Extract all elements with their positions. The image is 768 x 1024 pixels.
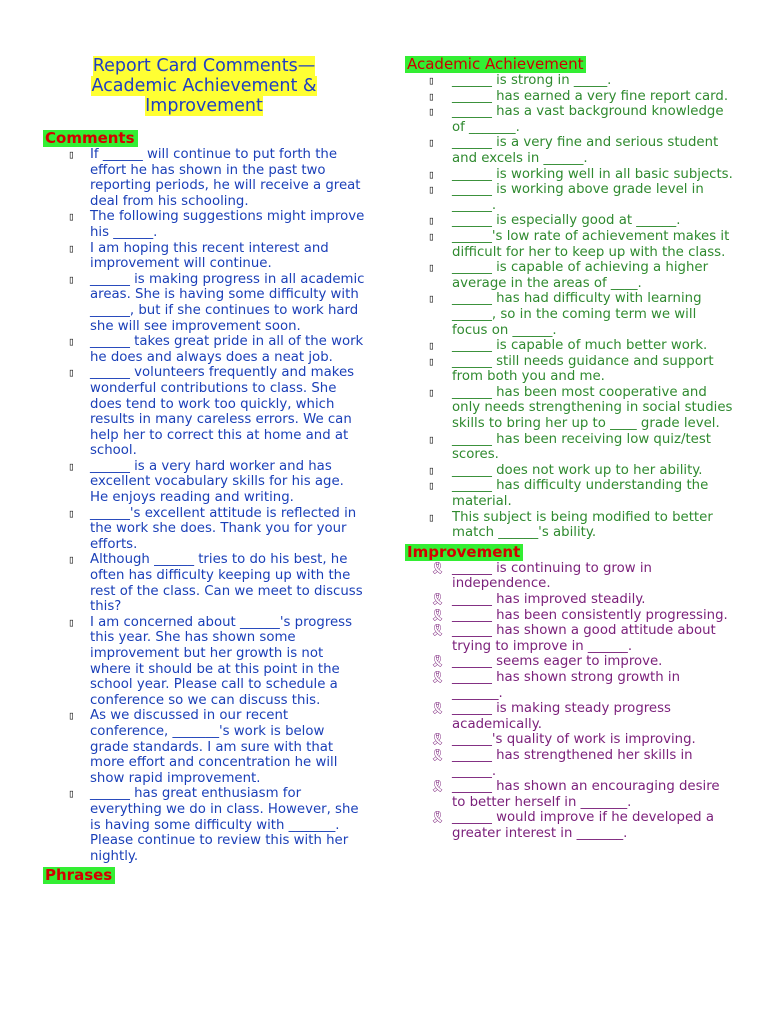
bullet-icon: ▯ [68,148,75,161]
comment-item-text: ______ volunteers frequently and makes wonderful contributions to class. She does tend to work too quickly, which results in many careless errors. We can help her to correct this at home and at school. [90,365,355,459]
academic-item-text: ______ is capable of much better work. [452,338,708,354]
bullet-icon: ▯ [68,506,75,520]
bullet-icon: 🎗 [430,747,446,762]
academic-item [405,260,735,291]
bullet-icon: ▯ [428,261,435,275]
academic-item-text: ______'s low rate of achievement makes it difficult for her to keep up with the class. [452,228,730,260]
improvement-item [405,654,735,670]
academic-item [405,432,735,463]
bullet-icon: ▯ [428,89,435,103]
bullet-icon: ▯ [68,366,75,380]
comment-item-text: ______ has great enthusiasm for everything we do in class. However, she is having some difficulty with _______. Please continue to review this with her nightly. [90,786,359,864]
bullet-icon: ▯ [428,136,435,150]
improvement-list [405,561,735,842]
academic-item [405,463,735,479]
bullet-icon: 🎗 [430,701,446,716]
academic-item-text: ______ is working above grade level in ______. [452,182,704,213]
comments-list [43,147,365,864]
improvement-item [405,748,735,779]
academic-item [405,135,735,166]
academic-item [405,385,735,432]
academic-item [405,478,735,509]
bullet-icon: 🎗 [430,732,446,747]
academic-item [405,104,735,135]
comment-item-text: ______ is making progress in all academic areas. She is having some difficulty with ______, but if she continues to work hard she will see improvement soon. [90,271,365,334]
academic-item-text: This subject is being modified to better match ______'s ability. [452,509,713,541]
academic-item-text: ______ still needs guidance and support from both you and me. [452,353,714,385]
bullet-icon: ▯ [428,339,435,353]
improvement-item-text: ______ is making steady progress academically. [452,701,671,732]
bullet-icon: ▯ [68,272,75,286]
comment-item [43,615,365,709]
comment-item-text: I am concerned about ______'s progress this year. She has shown some improvement but her growth is not where it should be at this point in the school year. Please call to schedule a conference so we can discuss this. [90,614,353,708]
bullet-icon: ▯ [68,459,75,473]
academic-item [405,182,735,213]
comment-item [43,147,365,209]
bullet-icon: ▯ [68,210,75,224]
comment-item-text: Although ______ tries to do his best, he often has difficulty keeping up with the rest of the class. Can we meet to discuss this? [90,552,363,615]
improvement-item [405,779,735,810]
comment-item-text: ______'s excellent attitude is reflected in the work she does. Thank you for your efforts. [90,505,357,552]
bullet-icon: ▯ [428,105,435,119]
bullet-icon: ▯ [428,479,435,493]
academic-achievement-heading: Academic Achievement [405,56,586,73]
academic-item-text: ______ is a very fine and serious student and excels in ______. [452,135,719,166]
comment-item [43,506,365,553]
bullet-icon: 🎗 [430,654,446,669]
academic-item-text: ______ has difficulty understanding the material. [452,478,709,510]
improvement-item-text: ______'s quality of work is improving. [452,732,696,748]
academic-item-text: ______ has been receiving low quiz/test scores. [452,431,711,463]
title-line-1: Report Card Comments— [92,56,316,76]
academic-item [405,73,735,89]
title-line-2: Academic Achievement & [91,76,317,96]
bullet-icon: ▯ [428,74,435,87]
comments-heading: Comments [43,130,138,147]
academic-achievement-list [405,73,735,541]
bullet-icon: 🎗 [430,623,446,638]
bullet-icon: 🎗 [430,607,446,622]
comment-item [43,708,365,786]
academic-item-text: ______ is working well in all basic subjects. [452,166,733,182]
comment-item-text: As we discussed in our recent conference, _______'s work is below grade standards. I am sure with that more effort and concentration he will show rapid improvement. [90,708,338,786]
academic-item [405,291,735,338]
improvement-item-text: ______ has improved steadily. [452,592,646,607]
comment-item-text: ______ takes great pride in all of the work he does and always does a neat job. [90,334,364,365]
improvement-item-text: ______ has been consistently progressing. [452,607,728,623]
improvement-item-text: ______ would improve if he developed a greater interest in _______. [452,810,714,841]
academic-item-text: ______ is strong in _____. [452,73,612,88]
comment-item-text: The following suggestions might improve his ______. [90,209,365,240]
improvement-item [405,810,735,841]
academic-item-text: ______ has earned a very fine report card. [452,88,729,104]
right-column [405,54,735,842]
improvement-item [405,670,735,701]
improvement-item-text: ______ has shown an encouraging desire to better herself in _______. [452,779,720,810]
comment-item [43,459,365,506]
comment-item-text: I am hoping this recent interest and improvement will continue. [90,240,329,272]
academic-item-text: ______ is capable of achieving a higher average in the areas of ____. [452,260,709,291]
improvement-item [405,623,735,654]
bullet-icon: ▯ [68,335,75,349]
bullet-icon: ▯ [68,709,75,723]
bullet-icon: 🎗 [430,592,446,606]
academic-item-text: ______ is especially good at ______. [452,213,681,229]
bullet-icon: ▯ [428,385,435,399]
academic-item-text: ______ does not work up to her ability. [452,462,703,478]
improvement-item-text: ______ has shown strong growth in _______. [452,669,681,701]
academic-item [405,89,735,105]
bullet-icon: ▯ [428,214,435,228]
improvement-item [405,592,735,608]
comment-item [43,241,365,272]
bullet-icon: 🎗 [430,810,446,825]
bullet-icon: ▯ [428,229,435,243]
academic-item [405,167,735,183]
comment-item [43,786,365,864]
comment-item [43,272,365,334]
academic-item-text: ______ has had difficulty with learning ______, so in the coming term we will focus on ______. [452,291,702,338]
academic-item [405,510,735,541]
improvement-item-text: ______ has strengthened her skills in ______. [452,747,693,779]
improvement-item [405,561,735,592]
improvement-item [405,732,735,748]
improvement-item-text: ______ has shown a good attitude about trying to improve in ______. [452,623,716,654]
bullet-icon: ▯ [68,241,75,255]
improvement-item [405,608,735,624]
academic-item-text: ______ has been most cooperative and only needs strengthening in social studies skills to bring her up to ____ grade level. [452,384,733,432]
academic-item [405,354,735,385]
bullet-icon: ▯ [428,292,435,306]
comment-item [43,334,365,365]
academic-item [405,213,735,229]
improvement-item-text: ______ seems eager to improve. [452,654,663,670]
title-line-3: Improvement [145,96,263,116]
comment-item-text: ______ is a very hard worker and has excellent vocabulary skills for his age. He enjoys reading and writing. [90,458,344,506]
academic-item [405,338,735,354]
bullet-icon: ▯ [68,787,75,801]
academic-item-text: ______ has a vast background knowledge of _______. [452,104,724,135]
comment-item [43,552,365,614]
bullet-icon: ▯ [68,615,75,629]
comment-item [43,365,365,459]
document-title [59,56,349,116]
phrases-heading: Phrases [43,867,115,884]
bullet-icon: ▯ [428,354,435,368]
bullet-icon: ▯ [428,167,435,181]
comment-item [43,209,365,240]
bullet-icon: 🎗 [430,560,446,575]
improvement-item [405,701,735,732]
bullet-icon: ▯ [428,463,435,477]
academic-item [405,229,735,260]
bullet-icon: 🎗 [430,779,446,794]
improvement-heading: Improvement [405,544,523,561]
bullet-icon: ▯ [68,553,75,567]
bullet-icon: 🎗 [430,669,446,684]
improvement-item-text: ______ is continuing to grow in independence. [452,560,652,592]
bullet-icon: ▯ [428,510,435,524]
comment-item-text: If ______ will continue to put forth the effort he has shown in the past two reporting periods, he will receive a great deal from his schooling. [90,147,361,209]
bullet-icon: ▯ [428,183,435,197]
left-column [43,56,365,884]
bullet-icon: ▯ [428,432,435,446]
